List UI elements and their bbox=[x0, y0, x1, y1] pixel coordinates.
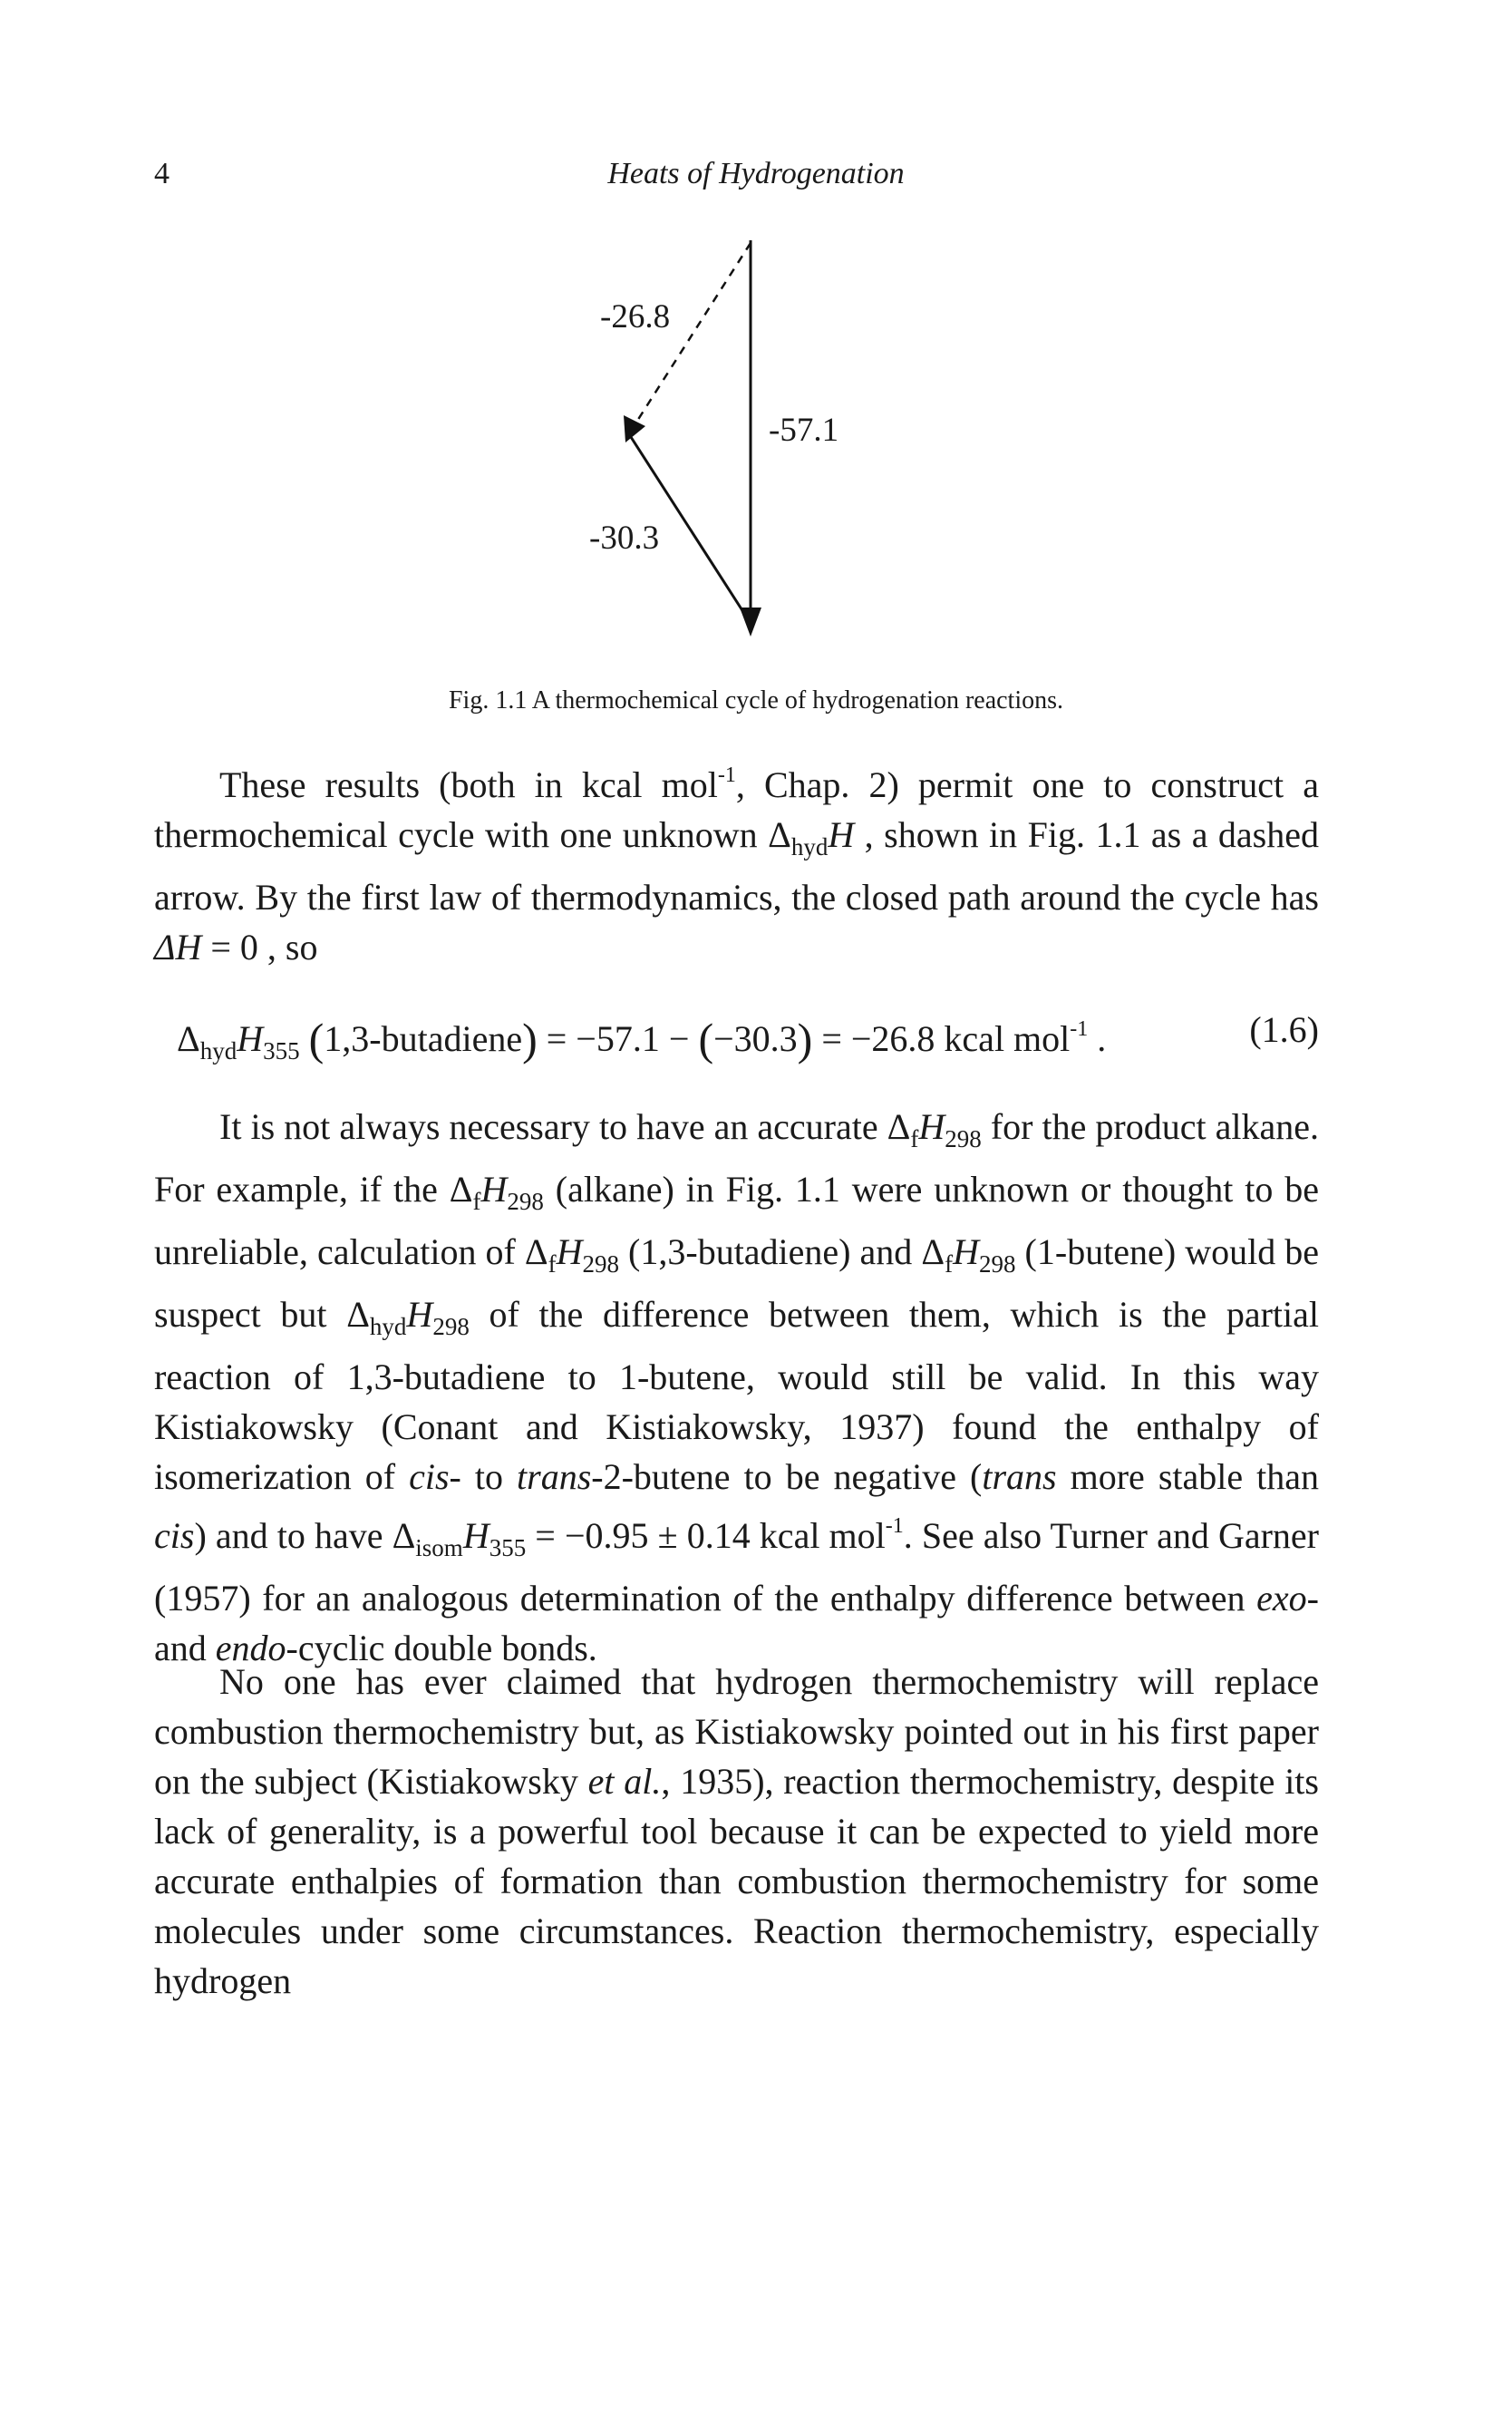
label-vertical: -57.1 bbox=[769, 412, 839, 449]
paragraph-3: No one has ever claimed that hydrogen thermochemistry will replace combustion thermochemistry but, as Kistiakowsky pointed out in his first paper on the subject (Kistiakowsky et al., 1935), reaction thermochemistry, despite its lack of generality, is a powerful tool because it can be expected to yield more accurate enthalpies of formation than combustion thermochemistry for some molecules under some circumstances. Reaction thermochemistry, especially hydrogen bbox=[154, 1661, 1319, 2001]
figure-caption: Fig. 1.1 A thermochemical cycle of hydrogenation reactions. bbox=[448, 686, 1064, 715]
label-dashed: -26.8 bbox=[600, 298, 671, 335]
paragraph-2: It is not always necessary to have an accurate $\Delta_fH_{298}$ for the product alkane. For example, if the $\Delta_fH_{298}$ (alkane) in Fig. 1.1 were unknown or thought to be unreliable, calculation of $\Delta_fH_{298}$ (1,3-butadiene) and $\Delta_fH_{298}$ (1-butene) would be suspect but $\Delta_{hyd}H_{298}$ of the difference between them, which is the partial reaction of 1,3-butadiene to 1-butene, would still be valid. In this way Kistiakowsky (Conant and Kistiakowsky, 1937) found the enthalpy of isomerization of cis- to trans-2-butene to be negative (trans more stable than cis) and to have $\Delta_{isom}H_{355} = -0.95 \pm 0.14$ kcal mol$^{-1}$. See also Turner and Garner (1957) for an analogous determination of the enthalpy difference between exo- and endo-cyclic double bonds. bbox=[154, 1106, 1320, 1668]
equation-body: $\Delta_{hyd}H_{355}$ (1,3-butadiene) = −57.1 − (−30.3) = −26.8 kcal mol$^{-1}$ . bbox=[177, 1014, 1107, 1065]
label-lower: -30.3 bbox=[589, 520, 660, 557]
thermochemical-cycle-figure bbox=[544, 227, 839, 662]
page-number: 4 bbox=[154, 157, 170, 190]
dashed-arrowhead bbox=[624, 415, 645, 442]
paragraph-1: These results (both in kcal mol$^{-1}$, Chap. 2) permit one to construct a thermochemical cycle with one unknown $\Delta_{hyd}H$ , shown in Fig. 1.1 as a dashed arrow. By the first law of thermodynamics, the closed path around the cycle has ΔH = 0 , so bbox=[154, 763, 1319, 967]
running-head: Heats of Hydrogenation bbox=[607, 157, 905, 190]
equation-number: (1.6) bbox=[1249, 1009, 1319, 1050]
